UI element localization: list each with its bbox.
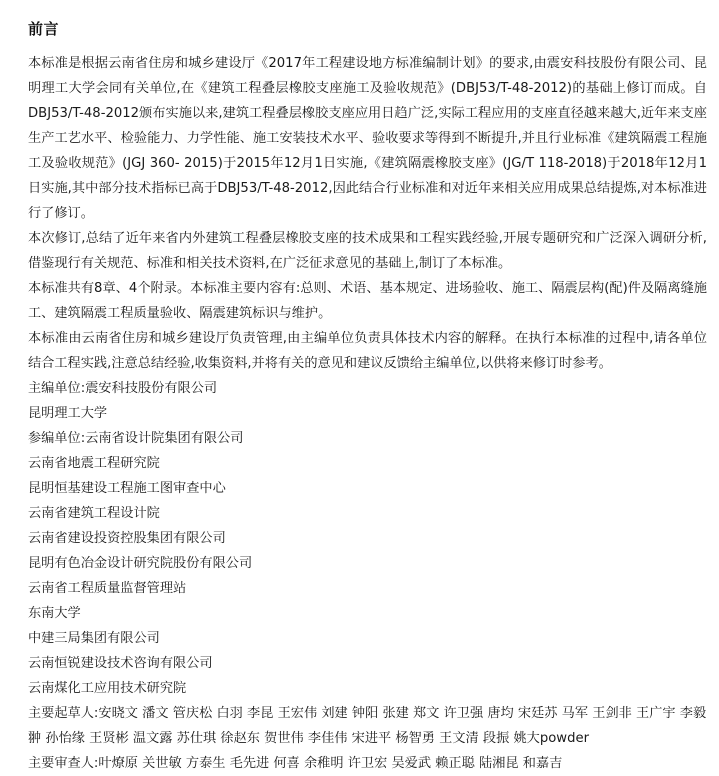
page-title: 前言 bbox=[28, 20, 60, 38]
credit-line: 中建三局集团有限公司 bbox=[28, 631, 160, 646]
paragraph-4: 本标准由云南省住房和城乡建设厅负责管理,由主编单位负责具体技术内容的解释。在执行本标准的过程中,请各单位结合工程实践,注意总结经验,收集资料,并将有关的意见和建议反馈给主编单位,以供将来修订时参考。 bbox=[28, 331, 707, 371]
credit-line: 昆明理工大学 bbox=[28, 406, 108, 421]
credit-line: 云南省建筑工程设计院 bbox=[28, 506, 160, 521]
credit-line: 主要起草人:安晓文 潘文 管庆松 白羽 李昆 王宏伟 刘建 钟阳 张建 郑文 许卫强 唐均 宋廷苏 马军 王剑非 王广宇 李毅 翀 孙怡缘 王贤彬 温文露 苏仕琪 徐赵东 贺世伟 李佳伟 宋进平 杨智勇 王文清 段振 姚大powder bbox=[28, 706, 707, 746]
credit-line: 云南省工程质量监督管理站 bbox=[28, 581, 187, 596]
credit-line: 参编单位:云南省设计院集团有限公司 bbox=[28, 431, 244, 446]
paragraph-1: 本标准是根据云南省住房和城乡建设厅《2017年工程建设地方标准编制计划》的要求,由震安科技股份有限公司、昆明理工大学会同有关单位,在《建筑工程叠层橡胶支座施工及验收规范》(DBJ53/T-48-2012)的基础上修订而成。自DBJ53/T-48-2012颁布实施以来,建筑工程叠层橡胶支座应用日趋广泛,实际工程应用的支座直径越来越大,近年来支座生产工艺水平、检验能力、力学性能、施工安装技术水平、验收要求等得到不断提升,并且行业标准《建筑隔震工程施工及验收规范》(JGJ 360- 2015)于2015年12月1日实施,《建筑隔震橡胶支座》(JG/T 118-2018)于2018年12月1日实施,其中部分技术指标已高于DBJ53/T-48-2012,因此结合行业标准和对近年来相关应用成果总结提炼,对本标准进行了修订。 bbox=[28, 56, 707, 221]
credit-line: 云南恒锐建设技术咨询有限公司 bbox=[28, 656, 213, 671]
preface-body bbox=[28, 51, 707, 376]
credit-line: 云南省地震工程研究院 bbox=[28, 456, 160, 471]
paragraph-2: 本次修订,总结了近年来省内外建筑工程叠层橡胶支座的技术成果和工程实践经验,开展专题研究和广泛深入调研分析,借鉴现行有关规范、标准和相关技术资料,在广泛征求意见的基础上,制订了本标准。 bbox=[28, 231, 707, 271]
credit-line: 云南省建设投资控股集团有限公司 bbox=[28, 531, 226, 546]
credits-list bbox=[28, 376, 707, 776]
credit-line: 昆明有色冶金设计研究院股份有限公司 bbox=[28, 556, 253, 571]
credit-line: 主要审查人:叶燎原 关世敏 方泰生 毛先进 何喜 余稚明 许卫宏 吴爱武 赖正聪 陆湘昆 和嘉吉 bbox=[28, 756, 563, 771]
paragraph-3: 本标准共有8章、4个附录。本标准主要内容有:总则、术语、基本规定、进场验收、施工、隔震层构(配)件及隔离缝施工、建筑隔震工程质量验收、隔震建筑标识与维护。 bbox=[28, 281, 707, 321]
credit-line: 云南煤化工应用技术研究院 bbox=[28, 681, 187, 696]
credit-line: 昆明恒基建设工程施工图审查中心 bbox=[28, 481, 226, 496]
credit-line: 主编单位:震安科技股份有限公司 bbox=[28, 381, 218, 396]
credit-line: 东南大学 bbox=[28, 606, 81, 621]
